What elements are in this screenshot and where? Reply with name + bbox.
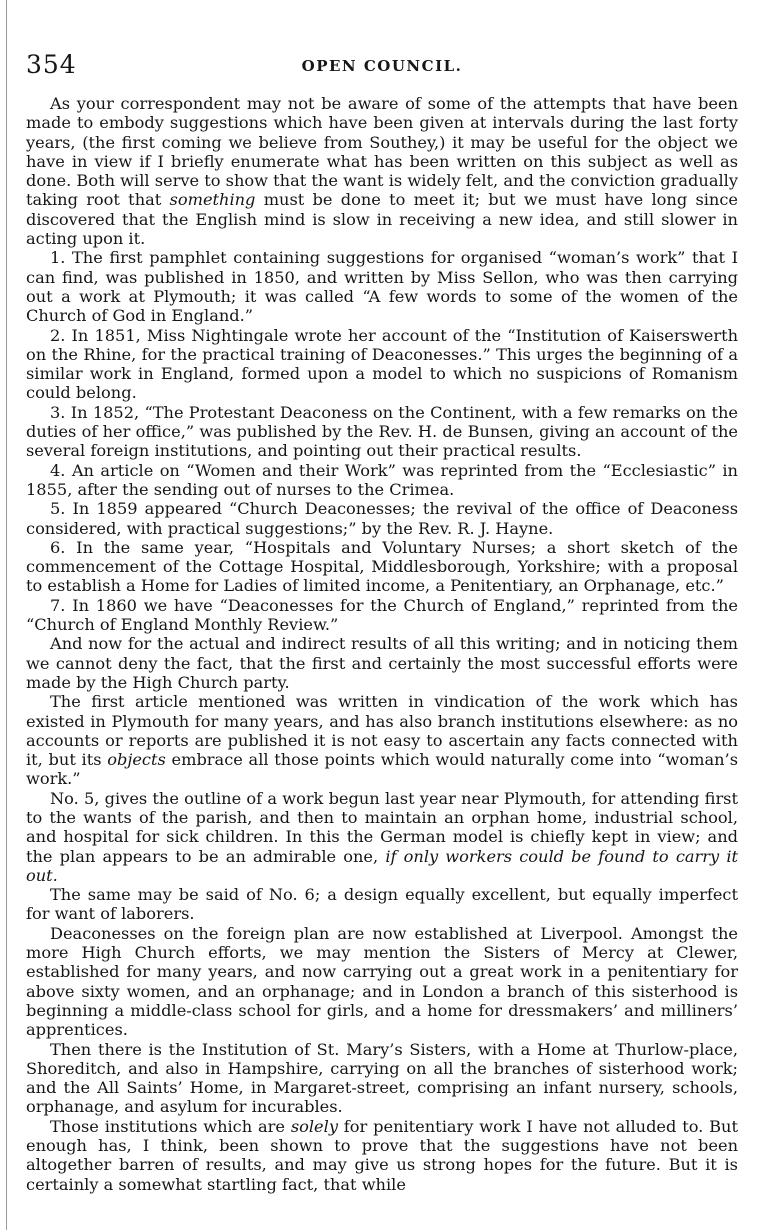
text-run: 4. An article on “Women and their Work” was reprinted from the “Ecclesiastic” in 1855, after the sending out of nurses to the Crimea. [26,460,738,499]
italic-text: solely [290,1116,338,1136]
paragraph [26,692,738,788]
page-number: 354 [26,50,77,79]
text-run: 1. The first pamphlet containing suggestions for organised “woman’s work” that I can find, was published in 1850, and written by Miss Sellon, who was then carrying out a work at Plymouth; it was called “A few words to some of the women of the Church of God in England.” [26,248,738,326]
running-title: OPEN COUNCIL. [301,57,463,75]
paragraph [26,326,738,403]
paragraph [26,499,738,538]
italic-text: objects [107,750,166,770]
paragraph [26,1040,738,1117]
paragraph [26,461,738,500]
text-run: Then there is the Institution of St. Mary’s Sisters, with a Home at Thurlow-place, Shoreditch, and also in Hampshire, carrying on all the branches of sisterhood work; and the All Saints’ Home, in Margaret-street, comprising an infant nursery, schools, orphanage, and asylum for incurables. [26,1039,738,1117]
text-run: No. 5, gives the outline of a work begun last year near Plymouth, for attending first to the wants of the parish, and then to maintain an orphan home, industrial school, and hospital for sick children. In this the German model is chiefly kept in view; and the plan appears to be an admirable one, [26,788,738,866]
paragraph [26,1117,738,1194]
paragraph [26,885,738,924]
italic-text: something [169,190,256,210]
text-run: The same may be said of No. 6; a design equally excellent, but equally imperfect for want of laborers. [26,885,738,924]
paragraph [26,596,738,635]
text-run: must be done to meet it; but we must have long since discovered that the English mind is slow in receiving a new idea, and still slower in acting upon it. [26,190,738,249]
text-run: for penitentiary work I have not alluded to. But enough has, I think, been shown to prove that the suggestions have not been altogether barren of results, and may give us strong hopes for the future. But it is certainly a somewhat startling fact, that while [26,1116,738,1194]
text-run: 7. In 1860 we have “Deaconesses for the Church of England,” reprinted from the “Church of England Monthly Review.” [26,595,738,635]
text-run: 5. In 1859 appeared “Church Deaconesses; the revival of the office of Deaconess considered, with practical suggestions;” by the Rev. R. J. Hayne. [26,499,738,538]
page-edge-rule [6,0,7,1230]
page-header [26,50,738,84]
text-run: Those institutions which are [50,1116,291,1136]
paragraph [26,538,738,596]
text-run: 6. In the same year, “Hospitals and Voluntary Nurses; a short sketch of the commencement of the Cottage Hospital, Middlesborough, Yorkshire; with a proposal to establish a Home for Ladies of limited income, a Penitentiary, an Orphanage, etc.” [26,537,738,596]
paragraph [26,634,738,692]
article-body [26,94,738,1194]
text-run: The first article mentioned was written in vindication of the work which has existed in Plymouth for many years, and has also branch institutions elsewhere: as no accounts or reports are published it is not easy to ascertain any facts connected with it, but its [26,692,738,770]
text-run: embrace all those points which would naturally come into “woman’s work.” [26,750,738,789]
text-run: 3. In 1852, “The Protestant Deaconess on the Continent, with a few remarks on the duties of her office,” was published by the Rev. H. de Bunsen, giving an account of the several foreign institutions, and pointing out their practical results. [26,402,738,461]
paragraph [26,789,738,885]
text-run: As your correspondent may not be aware of some of the attempts that have been made to embody suggestions which have been given at intervals during the last forty years, (the first coming we believe from Southey,) it may be useful for the object we have in view if I briefly enumerate what has been written on this subject as well as done. Both will serve to show that the want is widely felt, and the conviction gradually taking root that [26,94,738,210]
italic-text: if only workers could be found to carry it out. [26,846,738,885]
text-run: And now for the actual and indirect results of all this writing; and in noticing them we cannot deny the fact, that the first and certainly the most successful efforts were made by the High Church party. [26,634,738,692]
paragraph [26,924,738,1040]
paragraph [26,94,738,248]
text-run: 2. In 1851, Miss Nightingale wrote her account of the “Institution of Kaiserswerth on the Rhine, for the practical training of Deaconesses.” This urges the beginning of a similar work in England, formed upon a model to which no suspicions of Romanism could belong. [26,325,738,403]
text-run: Deaconesses on the foreign plan are now established at Liverpool. Amongst the more High Church efforts, we may mention the Sisters of Mercy at Clewer, established for many years, and now carrying out a great work in a penitentiary for above sixty women, and an orphanage; and in London a branch of this sisterhood is beginning a middle-class school for girls, and a home for dressmakers’ and milliners’ apprentices. [26,923,738,1040]
paragraph [26,248,738,325]
paragraph [26,403,738,461]
